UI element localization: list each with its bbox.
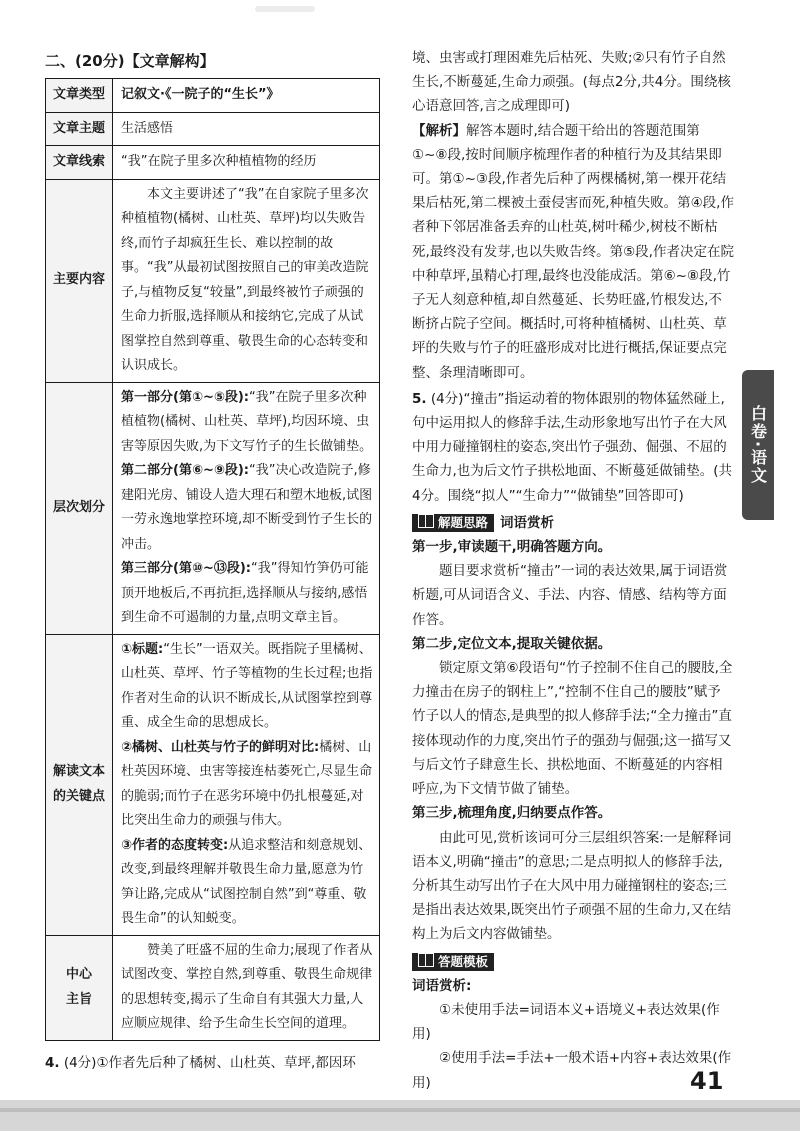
type-value: 记叙文·《一院子的“生长”》: [113, 79, 380, 113]
table-row: [46, 79, 380, 113]
table-row: [46, 634, 380, 935]
type-label: 文章类型: [46, 79, 113, 113]
clue-value: “我”在院子里多次种植植物的经历: [113, 146, 380, 180]
level-item: 第三部分(第⑩~⑬段):“我”得知竹笋仍可能顶开地板后,不再抗拒,选择顺从与接纳,感悟到生命不可遏制的力量,点明文章主旨。: [121, 561, 369, 625]
theme-label: 文章主题: [46, 112, 113, 146]
level-item: 第二部分(第⑥~⑨段):“我”决心改造院子,修建阳光房、铺设人造大理石和塑木地板,试图一劳永逸地掌控环境,却不断受到竹子生长的冲击。: [121, 463, 373, 552]
bottom-line: [0, 1108, 800, 1112]
step-1-text: 题目要求赏析“撞击”一词的表达效果,属于词语赏析题,可从词语含义、手法、内容、情感、结构等方面作答。: [412, 563, 728, 628]
subject-side-tab: 白卷·语文: [742, 370, 774, 520]
solution-tag: 解题思路: [412, 514, 494, 532]
levels-label: 层次划分: [46, 382, 113, 634]
step-2-title: 第二步,定位文本,提取关键依据。: [412, 635, 612, 652]
level-item: 第一部分(第①~⑤段):“我”在院子里多次种植植物(橘树、山杜英、草坪),均因环境、虫害等原因失败,为下文写竹子的生长做铺垫。: [121, 389, 373, 454]
step-3-title: 第三步,梳理角度,归纳要点作答。: [412, 805, 612, 822]
step-3-text: 由此可见,赏析该词可分三层组织答案:一是解释词语本义,明确“撞击”的意思;二是点明拟人的修辞手法,分析其生动写出竹子在大风中用力碰撞钢柱的姿态;三是指出表达效果,既突出竹子顽强不屈的生命力,又在结构上为后文内容做铺垫。: [412, 829, 732, 943]
key-item: ③作者的态度转变:从追求整洁和刻意规划、改变,到最终理解并敬畏生命力量,愿意为竹笋让路,完成从“试图控制自然”到“尊重、敬畏生命”的认知蜕变。: [121, 837, 372, 926]
table-row: [46, 935, 380, 1040]
page-number: 41: [690, 1067, 724, 1095]
table-row: [46, 112, 380, 146]
analysis-table: [45, 78, 380, 1041]
question-4-start: 4. (4分)①作者先后种了橘树、山杜英、草坪,都因环: [45, 1054, 356, 1071]
template-item: ②使用手法=手法+一般术语+内容+表达效果(作用): [412, 1050, 732, 1091]
key-item: ①标题:“生长”一语双关。既指院子里橘树、山杜英、草坪、竹子等植物的生长过程;也指作者对生命的认识不断成长,从试图掌控到尊重、成全生命的思想成长。: [121, 641, 373, 730]
keys-label: 解读文本 的关键点: [46, 634, 113, 935]
step-2-text: 锁定原文第⑥段语句“竹子控制不住自己的腰肢,全力撞击在房子的钢柱上”,“控制不住自己的腰肢”赋予竹子以人的情态,是典型的拟人修辞手法;“全力撞击”直接体现动作的力度,突出竹子的强劲与倔强;这一描写又与后文竹子肆意生长、拱松地面、不断蔓延的内容相呼应,为下文情节做了铺垫。: [412, 660, 733, 798]
bottom-bar: [0, 1100, 800, 1131]
left-column: [45, 50, 385, 1075]
book-icon: [418, 514, 434, 528]
step-1-title: 第一步,审读题干,明确答题方向。: [412, 539, 612, 556]
solution-approach-heading: 解题思路 词语赏析: [412, 511, 734, 535]
template-title: 词语赏析:: [412, 977, 472, 994]
section-header: 二、(20分)【文章解构】: [45, 52, 215, 70]
main-idea-value: 赞美了旺盛不屈的生命力;展现了作者从试图改变、掌控自然,到尊重、敬畏生命规律的思想转变,揭示了生命自有其强大力量,人应顺应规律、给予生命生长空间的道理。: [121, 942, 373, 1031]
table-row: [46, 179, 380, 382]
main-idea-label: 中心 主旨: [46, 935, 113, 1040]
book-icon: [418, 953, 434, 967]
question-5-answer: 5. (4分)“撞击”指运动着的物体跟别的物体猛然碰上,句中运用拟人的修辞手法,生动形象地写出竹子在大风中用力碰撞钢柱的姿态,突出竹子强劲、倔强、不屈的生命力,也为后文竹子拱松地面、不断蔓延做铺垫。(共4分。围绕“拟人”“生命力”“做铺垫”回答即可): [412, 390, 733, 504]
answer-template-heading: [412, 950, 734, 974]
content-value: 本文主要讲述了“我”在自家院子里多次种植植物(橘树、山杜英、草坪)均以失败告终,而竹子却疯狂生长、难以控制的故事。“我”从最初试图按照自己的审美改造院子,与植物反复“较量”,到最终被竹子顽强的生命力折服,选择顺从和接纳它,完成了从试图掌控自然到尊重、敬畏生命的心态转变和认识成长。: [121, 186, 369, 373]
table-row: [46, 146, 380, 180]
top-mark: [255, 6, 315, 12]
template-item: ①未使用手法=词语本义+语境义+表达效果(作用): [412, 1001, 720, 1043]
right-column: [412, 46, 734, 1095]
clue-label: 文章线索: [46, 146, 113, 180]
template-tag: 答题模板: [412, 953, 494, 971]
table-row: [46, 382, 380, 634]
question-4-continued: 境、虫害或打理困难先后枯死、失败;②只有竹子自然生长,不断蔓延,生命力顽强。(每点2分,共4分。围绕核心语意回答,言之成理即可): [412, 50, 731, 115]
theme-value: 生活感悟: [113, 112, 380, 146]
key-item: ②橘树、山杜英与竹子的鲜明对比:橘树、山杜英因环境、虫害等接连枯萎死亡,尽显生命的脆弱;而竹子在恶劣环境中仍扎根蔓延,对比突出生命力的顽强与伟大。: [121, 739, 373, 828]
question-4-analysis: 【解析】解答本题时,结合题干给出的答题范围第①~⑧段,按时间顺序梳理作者的种植行为及其结果即可。第①~③段,作者先后种了两棵橘树,第一棵开花结果后枯死,第二棵被土蚕侵害而死,种植失败。第④段,作者种下邻居准备丢弃的山杜英,树叶稀少,树枝不断枯死,最终没有发芽,也以失败告终。第⑤段,作者决定在院中种草坪,虽精心打理,最终也没能成活。第⑥~⑧段,竹子无人刻意种植,却自然蔓延、长势旺盛,竹根发达,不断挤占院子空间。概括时,可将种植橘树、山杜英、草坪的失败与竹子的旺盛形成对比进行概括,保证要点完整、条理清晰即可。: [412, 122, 734, 381]
content-label: 主要内容: [46, 179, 113, 382]
